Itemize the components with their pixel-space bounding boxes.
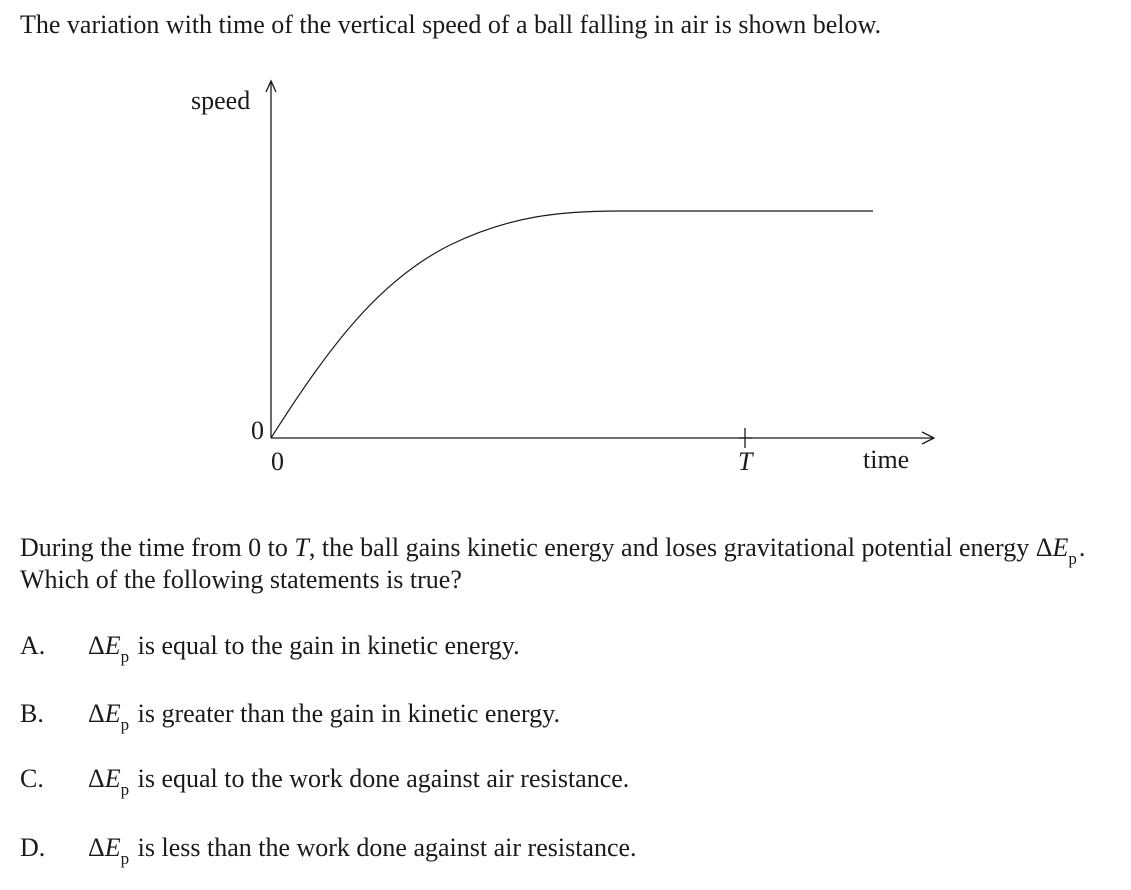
question-line-1-start: During the time from 0 to — [20, 533, 295, 562]
delta-symbol: Δ — [88, 764, 105, 793]
energy-subscript: p — [120, 647, 130, 666]
energy-subscript: p — [120, 780, 130, 799]
question-line-1-middle: , the ball gains kinetic energy and loses gravitational potential energy — [308, 533, 1036, 562]
option-d-text: is less than the work done against air resistance. — [131, 833, 637, 862]
intro-text: The variation with time of the vertical speed of a ball falling in air is shown below. — [20, 10, 882, 39]
energy-subscript: p — [120, 849, 130, 868]
option-a-letter: A. — [20, 631, 46, 660]
option-b — [88, 699, 560, 732]
energy-symbol: E — [104, 699, 121, 728]
energy-subscript: p — [1068, 549, 1077, 568]
energy-symbol: E — [104, 833, 121, 862]
option-a — [88, 631, 520, 664]
question-line-1-end: . — [1078, 533, 1086, 562]
energy-symbol: E — [1052, 533, 1069, 562]
question-t-symbol: T — [294, 533, 309, 562]
origin-x-label: 0 — [271, 447, 284, 476]
delta-symbol: Δ — [88, 631, 105, 660]
energy-symbol: E — [104, 764, 121, 793]
energy-subscript: p — [120, 715, 130, 734]
delta-symbol: Δ — [88, 833, 105, 862]
delta-symbol: Δ — [1035, 533, 1053, 562]
option-c-text: is equal to the work done against air resistance. — [131, 764, 630, 793]
option-b-text: is greater than the gain in kinetic energy. — [131, 699, 560, 728]
question-line-1 — [20, 533, 1085, 566]
origin-y-label: 0 — [251, 416, 264, 445]
delta-symbol: Δ — [88, 699, 105, 728]
energy-symbol: E — [104, 631, 121, 660]
speed-curve — [271, 211, 873, 438]
t-label: T — [738, 447, 753, 476]
option-d — [88, 833, 637, 866]
option-d-letter: D. — [20, 833, 46, 862]
y-axis-label: speed — [191, 86, 251, 115]
option-b-letter: B. — [20, 699, 44, 728]
option-c — [88, 764, 629, 797]
option-a-text: is equal to the gain in kinetic energy. — [131, 631, 520, 660]
option-c-letter: C. — [20, 764, 44, 793]
x-axis-label: time — [863, 445, 910, 474]
question-line-2: Which of the following statements is true? — [20, 565, 462, 594]
